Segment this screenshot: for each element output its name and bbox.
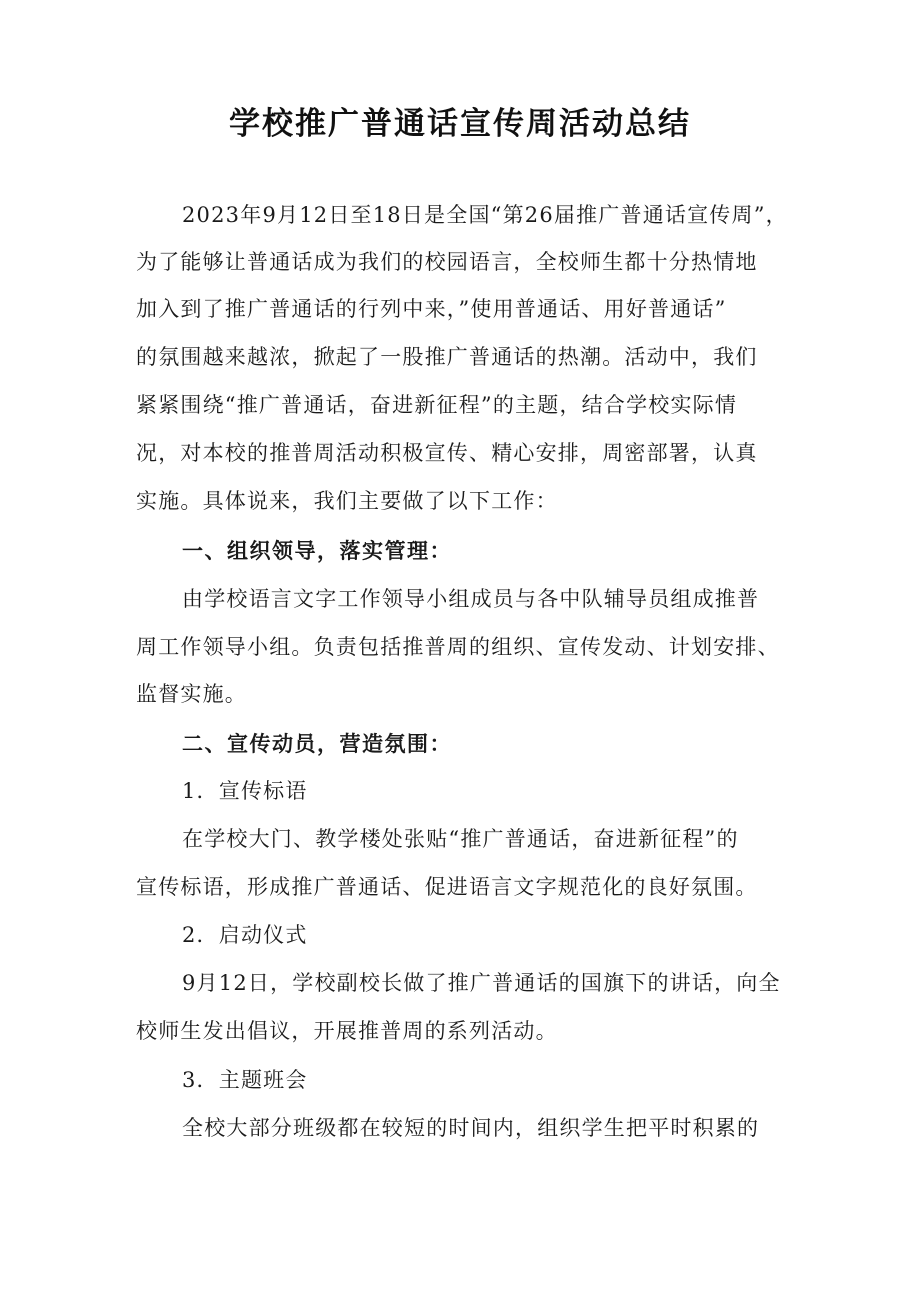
paragraph-line: 周工作领导小组。负责包括推普周的组织、宣传发动、计划安排、 (136, 635, 780, 659)
paragraph-line: 宣传标语，形成推广普通话、促进语言文字规范化的良好氛围。 (136, 875, 758, 899)
section-heading: 一、组织领导，落实管理： (182, 539, 452, 563)
paragraph-line: 加入到了推广普通话的行列中来，”使用普通话、用好普通话” (136, 297, 727, 321)
paragraph-line: 校师生发出倡议，开展推普周的系列活动。 (136, 1019, 558, 1043)
paragraph-line: 在学校大门、教学楼处张贴“推广普通话，奋进新征程”的 (182, 827, 739, 851)
paragraph-line: 监督实施。 (136, 682, 247, 706)
paragraph-line: 的氛围越来越浓，掀起了一股推广普通话的热潮。活动中，我们 (136, 345, 758, 369)
paragraph-line: 2023年9月12日至18日是全国“第26届推广普通话宣传周”， (182, 203, 788, 227)
subsection-label: 3．主题班会 (182, 1068, 308, 1092)
subsection-label: 1．宣传标语 (182, 779, 308, 803)
document-title: 学校推广普通话宣传周活动总结 (229, 106, 691, 142)
subsection-label: 2．启动仪式 (182, 923, 308, 947)
paragraph-line: 全校大部分班级都在较短的时间内，组织学生把平时积累的 (182, 1116, 760, 1140)
paragraph-line: 实施。具体说来，我们主要做了以下工作： (136, 489, 558, 513)
paragraph-line: 况，对本校的推普周活动积极宣传、精心安排，周密部署，认真 (136, 441, 758, 465)
paragraph-line: 9月12日，学校副校长做了推广普通话的国旗下的讲话，向全 (182, 971, 781, 995)
paragraph-line: 由学校语言文字工作领导小组成员与各中队辅导员组成推普 (182, 587, 760, 611)
paragraph-line: 为了能够让普通话成为我们的校园语言，全校师生都十分热情地 (136, 250, 758, 274)
section-heading: 二、宣传动员，营造氛围： (182, 732, 452, 756)
paragraph-line: 紧紧围绕“推广普通话，奋进新征程”的主题，结合学校实际情 (136, 393, 738, 417)
